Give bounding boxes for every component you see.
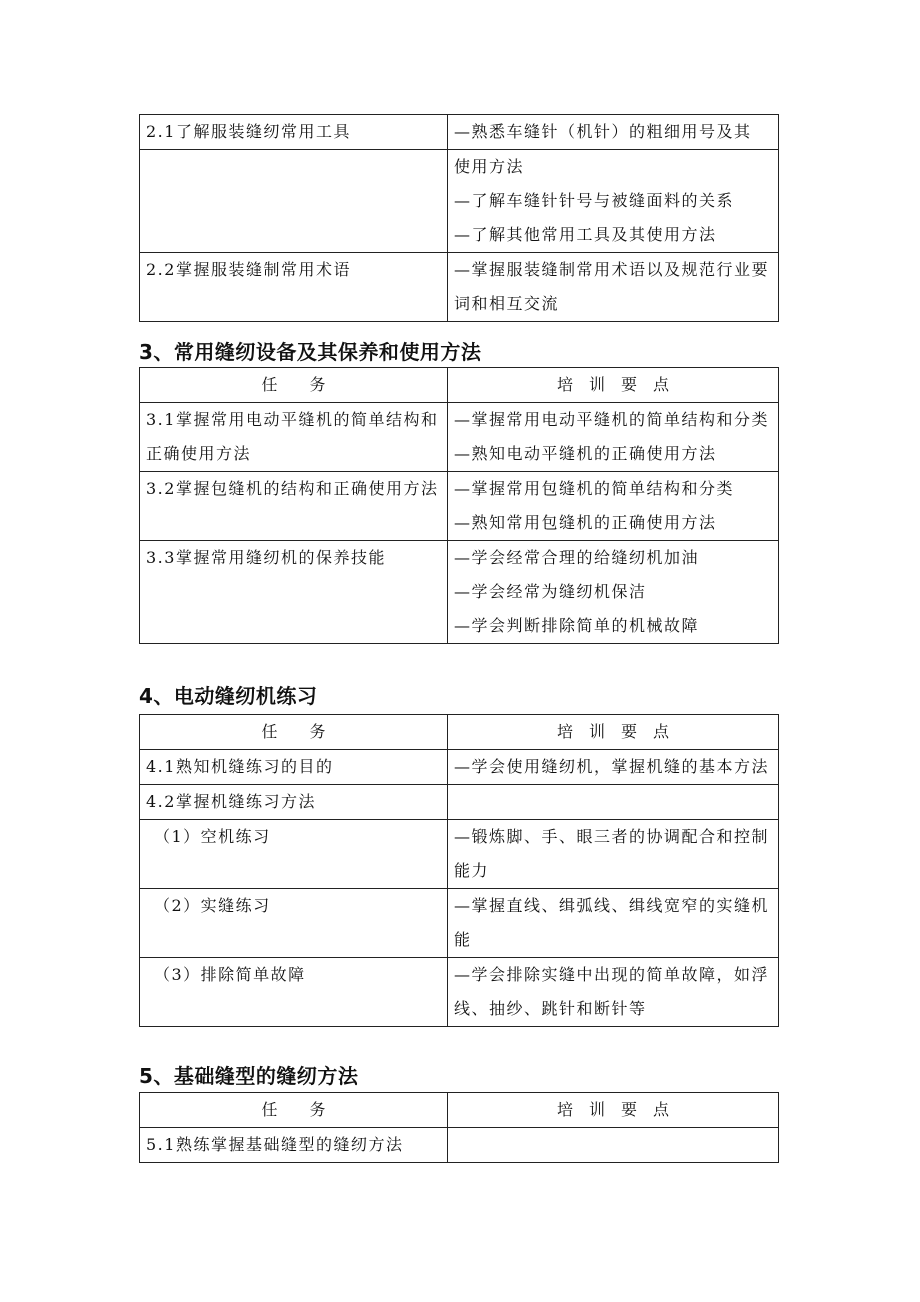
task-cell: （2）实缝练习 bbox=[140, 889, 448, 958]
section-heading-3: 3、常用缝纫设备及其保养和使用方法 bbox=[139, 340, 482, 364]
points-cell bbox=[448, 150, 779, 253]
header-task: 任 务 bbox=[140, 1093, 448, 1128]
point-line: —熟知电动平缝机的正确使用方法 bbox=[454, 444, 717, 463]
table-row bbox=[140, 820, 779, 889]
point-line: —熟悉车缝针（机针）的粗细用号及其 bbox=[454, 122, 752, 141]
points-cell bbox=[448, 253, 779, 322]
point-line: —学会判断排除简单的机械故障 bbox=[454, 616, 700, 635]
point-line: —学会经常合理的给缝纫机加油 bbox=[454, 548, 700, 567]
table-row bbox=[140, 541, 779, 644]
table-row bbox=[140, 785, 779, 820]
task-cell: 2.1了解服装缝纫常用工具 bbox=[140, 115, 448, 150]
point-line: —学会使用缝纫机，掌握机缝的基本方法 bbox=[454, 757, 770, 776]
table-row bbox=[140, 253, 779, 322]
point-line: —熟知常用包缝机的正确使用方法 bbox=[454, 513, 717, 532]
points-cell bbox=[448, 541, 779, 644]
header-points: 培 训 要 点 bbox=[448, 715, 779, 750]
points-cell bbox=[448, 403, 779, 472]
table-row bbox=[140, 889, 779, 958]
point-line: —掌握服装缝制常用术语以及规范行业要词和相互交流 bbox=[454, 260, 770, 313]
header-task: 任 务 bbox=[140, 715, 448, 750]
point-line: 使用方法 bbox=[454, 157, 525, 176]
table-row bbox=[140, 472, 779, 541]
table-row bbox=[140, 115, 779, 150]
task-cell: 3.2掌握包缝机的结构和正确使用方法 bbox=[140, 472, 448, 541]
points-cell bbox=[448, 1128, 779, 1163]
table-row bbox=[140, 403, 779, 472]
header-points: 培 训 要 点 bbox=[448, 1093, 779, 1128]
table-row bbox=[140, 150, 779, 253]
header-task: 任 务 bbox=[140, 368, 448, 403]
table-row bbox=[140, 958, 779, 1027]
task-cell: 2.2掌握服装缝制常用术语 bbox=[140, 253, 448, 322]
task-cell: 4.2掌握机缝练习方法 bbox=[140, 785, 448, 820]
task-cell: （3）排除简单故障 bbox=[140, 958, 448, 1027]
point-line: —学会排除实缝中出现的简单故障，如浮线、抽纱、跳针和断针等 bbox=[454, 965, 770, 1018]
header-points: 培 训 要 点 bbox=[448, 368, 779, 403]
task-cell: 3.3掌握常用缝纫机的保养技能 bbox=[140, 541, 448, 644]
task-cell: （1）空机练习 bbox=[140, 820, 448, 889]
task-cell: 4.1熟知机缝练习的目的 bbox=[140, 750, 448, 785]
table-header-row bbox=[140, 368, 779, 403]
table-section-3 bbox=[139, 367, 779, 644]
task-cell: 3.1掌握常用电动平缝机的简单结构和正确使用方法 bbox=[140, 403, 448, 472]
table-row bbox=[140, 750, 779, 785]
points-cell bbox=[448, 958, 779, 1027]
point-line: —掌握直线、缉弧线、缉线宽窄的实缝机能 bbox=[454, 896, 770, 949]
points-cell bbox=[448, 889, 779, 958]
point-line: —掌握常用包缝机的简单结构和分类 bbox=[454, 479, 735, 498]
table-section-5 bbox=[139, 1092, 779, 1163]
section-heading-5: 5、基础缝型的缝纫方法 bbox=[139, 1064, 359, 1088]
points-cell bbox=[448, 115, 779, 150]
point-line: —掌握常用电动平缝机的简单结构和分类 bbox=[454, 410, 770, 429]
task-cell: 5.1熟练掌握基础缝型的缝纫方法 bbox=[140, 1128, 448, 1163]
point-line: —学会经常为缝纫机保洁 bbox=[454, 582, 647, 601]
points-cell bbox=[448, 785, 779, 820]
points-cell bbox=[448, 820, 779, 889]
table-header-row bbox=[140, 1093, 779, 1128]
points-cell bbox=[448, 750, 779, 785]
table-row bbox=[140, 1128, 779, 1163]
table-section-4 bbox=[139, 714, 779, 1027]
section-heading-4: 4、电动缝纫机练习 bbox=[139, 684, 318, 708]
point-line: —了解车缝针针号与被缝面料的关系 bbox=[454, 191, 735, 210]
table-section-2 bbox=[139, 114, 779, 322]
point-line: —锻炼脚、手、眼三者的协调配合和控制能力 bbox=[454, 827, 770, 880]
point-line: —了解其他常用工具及其使用方法 bbox=[454, 225, 717, 244]
task-cell bbox=[140, 150, 448, 253]
table-header-row bbox=[140, 715, 779, 750]
points-cell bbox=[448, 472, 779, 541]
